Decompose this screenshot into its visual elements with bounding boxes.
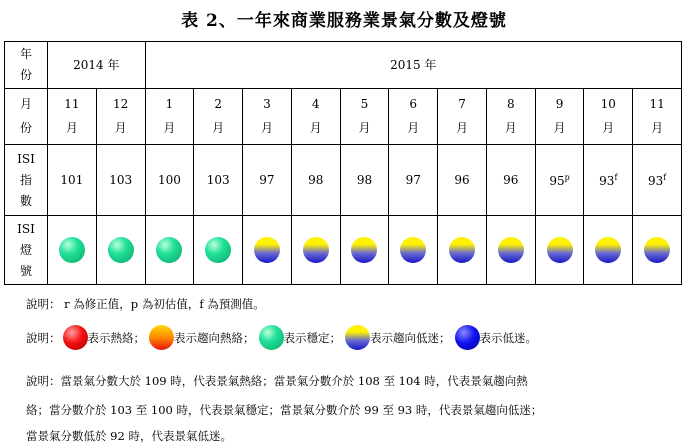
score-mark: f bbox=[614, 172, 618, 182]
month-cell bbox=[486, 88, 535, 145]
cool-light-icon bbox=[644, 237, 670, 263]
note-revision: 說明： r 為修正值，p 為初估值，f 為預測值。 bbox=[26, 297, 265, 311]
score-row-label bbox=[5, 145, 48, 216]
score-value: 103 bbox=[206, 173, 230, 188]
month-suffix: 月 bbox=[65, 121, 78, 136]
year-cell-2014: 2014 年 bbox=[48, 42, 146, 89]
month-number: 12 bbox=[113, 97, 129, 112]
green-light-icon bbox=[205, 237, 231, 263]
month-suffix: 月 bbox=[456, 121, 469, 136]
label-line: 年 bbox=[19, 46, 32, 61]
note-threshold-line-1: 說明：當景氣分數大於 109 時，代表景氣熱絡；當景氣分數介於 108 至 104 時，代表景氣趨向熱 bbox=[26, 374, 528, 388]
year-row-label bbox=[5, 42, 48, 89]
score-cell bbox=[96, 145, 145, 216]
month-number: 5 bbox=[360, 97, 369, 112]
month-cell bbox=[243, 88, 292, 145]
light-cell bbox=[291, 216, 340, 285]
month-suffix: 月 bbox=[358, 121, 371, 136]
score-cell bbox=[194, 145, 243, 216]
month-suffix: 月 bbox=[212, 121, 225, 136]
month-cell bbox=[535, 88, 584, 145]
red-light-icon bbox=[63, 325, 88, 350]
warm-light-icon bbox=[149, 325, 174, 350]
score-value: 93 bbox=[647, 173, 664, 188]
month-cell bbox=[340, 88, 389, 145]
month-number: 10 bbox=[600, 97, 616, 112]
month-suffix: 月 bbox=[407, 121, 420, 136]
light-cell bbox=[486, 216, 535, 285]
month-cell bbox=[438, 88, 487, 145]
light-cell bbox=[243, 216, 292, 285]
cool-light-icon bbox=[351, 237, 377, 263]
score-value: 98 bbox=[308, 173, 324, 188]
legend-label: 表示趨向熱絡； bbox=[174, 330, 255, 345]
month-cell bbox=[389, 88, 438, 145]
score-cell bbox=[340, 145, 389, 216]
month-suffix: 月 bbox=[114, 121, 127, 136]
label-line: 號 bbox=[19, 263, 32, 278]
light-cell bbox=[340, 216, 389, 285]
light-legend bbox=[26, 325, 539, 350]
light-cell bbox=[194, 216, 243, 285]
score-cell bbox=[243, 145, 292, 216]
score-cell bbox=[291, 145, 340, 216]
month-cell bbox=[145, 88, 194, 145]
light-cell bbox=[96, 216, 145, 285]
light-cell bbox=[48, 216, 97, 285]
light-cell bbox=[535, 216, 584, 285]
month-number: 9 bbox=[555, 97, 564, 112]
score-value: 100 bbox=[157, 173, 181, 188]
month-number: 3 bbox=[263, 97, 271, 112]
month-number: 11 bbox=[649, 97, 665, 112]
month-row bbox=[5, 88, 682, 145]
month-cell bbox=[633, 88, 682, 145]
label-line: 月 bbox=[19, 97, 32, 112]
cool-light-icon bbox=[400, 237, 426, 263]
score-row bbox=[5, 145, 682, 216]
cool-light-icon bbox=[547, 237, 573, 263]
green-light-icon bbox=[108, 237, 134, 263]
month-number: 8 bbox=[506, 97, 515, 112]
month-number: 1 bbox=[165, 97, 174, 112]
score-value: 95 bbox=[549, 173, 565, 188]
note-threshold-line-2: 絡；當分數介於 103 至 100 時，代表景氣穩定；當景氣分數介於 99 至 93 時，代表景氣趨向低迷； bbox=[26, 403, 543, 417]
light-cell bbox=[633, 216, 682, 285]
month-suffix: 月 bbox=[553, 121, 566, 136]
light-cell bbox=[145, 216, 194, 285]
year-cell-2015: 2015 年 bbox=[145, 42, 681, 89]
cool-light-icon bbox=[595, 237, 621, 263]
month-number: 7 bbox=[458, 97, 466, 112]
score-cell bbox=[486, 145, 535, 216]
score-value: 101 bbox=[60, 173, 84, 188]
note-threshold-line-3: 當景氣分數低於 92 時，代表景氣低迷。 bbox=[26, 429, 232, 443]
legend-label: 表示低迷。 bbox=[479, 330, 537, 345]
score-mark: f bbox=[663, 172, 667, 182]
light-row bbox=[5, 216, 682, 285]
score-mark: p bbox=[564, 172, 570, 182]
month-number: 6 bbox=[409, 97, 418, 112]
cool-light-icon bbox=[303, 237, 329, 263]
cool-light-icon bbox=[254, 237, 280, 263]
score-cell bbox=[535, 145, 584, 216]
legend-label: 表示熱絡； bbox=[87, 330, 145, 345]
score-value: 98 bbox=[356, 173, 373, 188]
year-row bbox=[5, 42, 682, 89]
month-suffix: 月 bbox=[309, 121, 322, 136]
legend-prefix: 說明： bbox=[26, 330, 61, 345]
score-cell bbox=[389, 145, 438, 216]
green-light-icon bbox=[59, 237, 85, 263]
legend-label: 表示趨向低迷； bbox=[370, 330, 451, 345]
month-number: 11 bbox=[64, 97, 80, 112]
month-cell bbox=[96, 88, 145, 145]
label-line: 份 bbox=[19, 67, 32, 82]
light-cell bbox=[389, 216, 438, 285]
month-suffix: 月 bbox=[602, 121, 615, 136]
score-value: 103 bbox=[109, 173, 133, 188]
score-value: 97 bbox=[259, 173, 275, 188]
month-cell bbox=[48, 88, 97, 145]
score-value: 93 bbox=[599, 173, 615, 188]
score-cell bbox=[145, 145, 194, 216]
month-number: 4 bbox=[311, 97, 320, 112]
label-line: ISI bbox=[17, 151, 35, 166]
label-line: ISI bbox=[17, 221, 35, 236]
light-row-label bbox=[5, 216, 48, 285]
score-cell bbox=[48, 145, 97, 216]
cool-light-icon bbox=[449, 237, 475, 263]
score-cell bbox=[438, 145, 487, 216]
score-value: 96 bbox=[503, 173, 519, 188]
month-row-label bbox=[5, 88, 48, 145]
score-value: 97 bbox=[405, 173, 421, 188]
label-line: 燈 bbox=[19, 242, 32, 257]
label-line: 指 bbox=[19, 172, 32, 187]
label-line: 數 bbox=[19, 193, 32, 208]
month-suffix: 月 bbox=[651, 121, 664, 136]
month-cell bbox=[291, 88, 340, 145]
legend-label: 表示穩定； bbox=[283, 330, 341, 345]
month-suffix: 月 bbox=[504, 121, 517, 136]
light-cell bbox=[584, 216, 633, 285]
light-cell bbox=[438, 216, 487, 285]
month-suffix: 月 bbox=[260, 121, 273, 136]
label-line: 份 bbox=[19, 121, 32, 136]
green-light-icon bbox=[259, 325, 284, 350]
month-cell bbox=[584, 88, 633, 145]
isi-table bbox=[4, 41, 682, 285]
cool-light-icon bbox=[498, 237, 524, 263]
green-light-icon bbox=[156, 237, 182, 263]
blue-light-icon bbox=[455, 325, 480, 350]
score-cell bbox=[633, 145, 682, 216]
month-cell bbox=[194, 88, 243, 145]
table-title: 表 2、一年來商業服務業景氣分數及燈號 bbox=[181, 11, 507, 31]
month-suffix: 月 bbox=[163, 121, 176, 136]
score-value: 96 bbox=[454, 173, 470, 188]
month-number: 2 bbox=[214, 97, 222, 112]
cool-light-icon bbox=[345, 325, 370, 350]
score-cell bbox=[584, 145, 633, 216]
